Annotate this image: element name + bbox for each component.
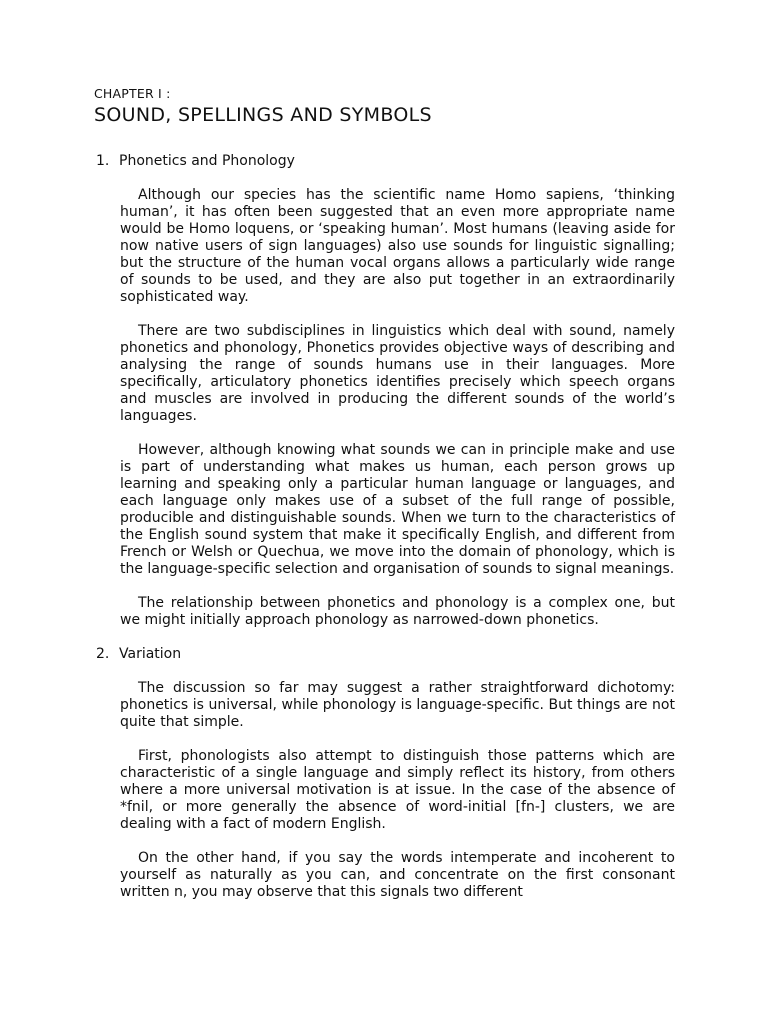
document-page bbox=[94, 86, 675, 901]
section-number: 1. bbox=[96, 153, 110, 169]
section-heading-1 bbox=[94, 153, 675, 170]
paragraph: On the other hand, if you say the words intemperate and incoherent to yourself as naturally as you can, and concentrate on the first consonant written n, you may observe that this signals two different bbox=[120, 850, 675, 900]
paragraph: First, phonologists also attempt to distinguish those patterns which are characteristic of a single language and simply reflect its history, from others where a more universal motivation is at issue. In the case of the absence of *fnil, or more generally the absence of word-initial [fn-] clusters, we are dealing with a fact of modern English. bbox=[120, 748, 675, 832]
paragraph: However, although knowing what sounds we can in principle make and use is part of understanding what makes us human, each person grows up learning and speaking only a particular human language or languages, and each language only makes use of a subset of the full range of possible, producible and distinguishable sounds. When we turn to the characteristics of the English sound system that make it specifically English, and different from French or Welsh or Quechua, we move into the domain of phonology, which is the language-specific selection and organisation of sounds to signal meanings. bbox=[120, 442, 675, 577]
section-heading-2 bbox=[94, 646, 675, 663]
paragraph: There are two subdisciplines in linguistics which deal with sound, namely phonetics and phonology, Phonetics provides objective ways of describing and analysing the range of sounds humans use in their languages. More specifically, articulatory phonetics identifies precisely which speech organs and muscles are involved in producing the different sounds of the world’s languages. bbox=[120, 323, 675, 424]
section-number: 2. bbox=[96, 646, 110, 662]
section-title: Phonetics and Phonology bbox=[119, 153, 295, 169]
chapter-title: SOUND, SPELLINGS AND SYMBOLS bbox=[94, 104, 432, 126]
section-title: Variation bbox=[119, 646, 182, 662]
chapter-label: CHAPTER I : bbox=[94, 86, 171, 101]
paragraph: Although our species has the scientific name Homo sapiens, ‘thinking human’, it has often been suggested that an even more appropriate name would be Homo loquens, or ‘speaking human’. Most humans (leaving aside for now native users of sign languages) also use sounds for linguistic signalling; but the structure of the human vocal organs allows a particularly wide range of sounds to be used, and they are also put together in an extraordinarily sophisticated way. bbox=[120, 187, 675, 305]
paragraph: The discussion so far may suggest a rather straightforward dichotomy: phonetics is universal, while phonology is language-specific. But things are not quite that simple. bbox=[120, 680, 675, 730]
paragraph: The relationship between phonetics and phonology is a complex one, but we might initially approach phonology as narrowed-down phonetics. bbox=[120, 595, 675, 628]
